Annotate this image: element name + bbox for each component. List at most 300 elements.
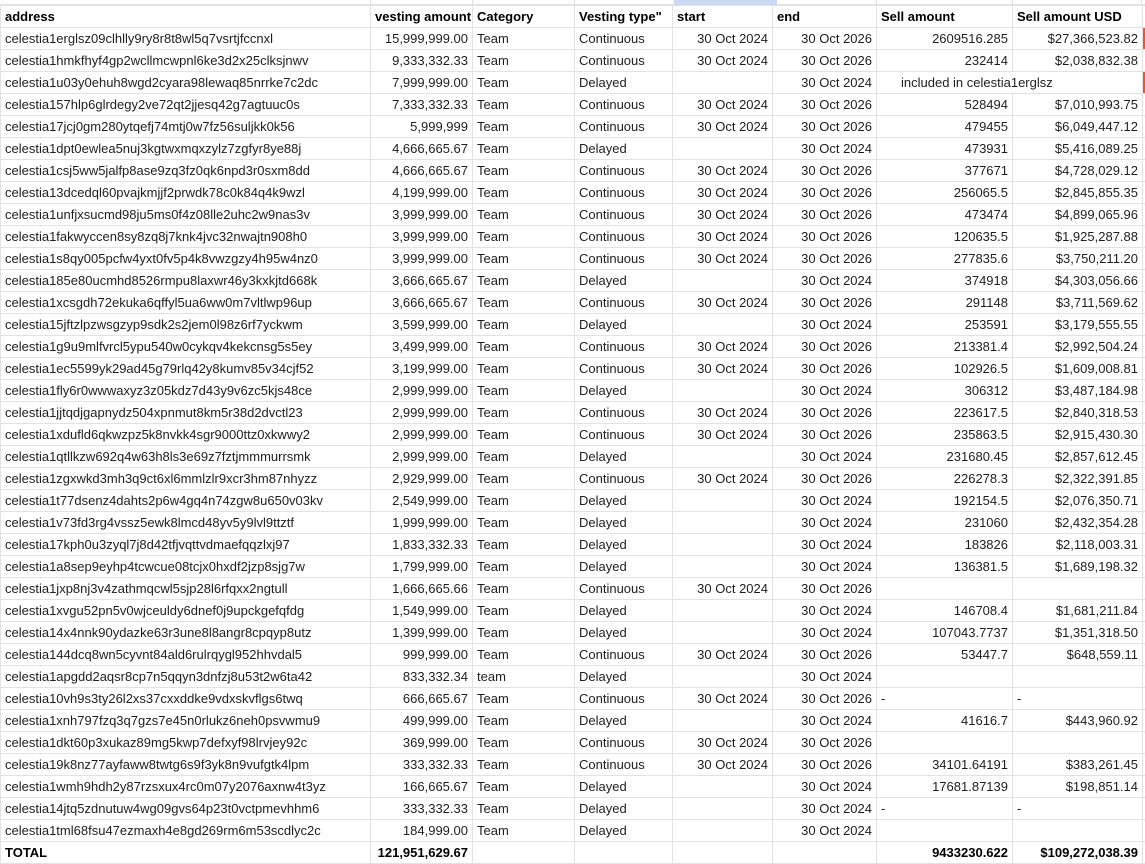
start-cell[interactable] [673, 622, 773, 644]
sell-amount-cell[interactable]: 306312 [877, 380, 1013, 402]
sell-amount-usd-cell[interactable]: $4,899,065.96 [1013, 204, 1143, 226]
end-cell[interactable]: 30 Oct 2026 [773, 336, 877, 358]
category-cell[interactable]: Team [473, 336, 575, 358]
end-cell[interactable]: 30 Oct 2024 [773, 666, 877, 688]
sell-amount-usd-cell[interactable]: $2,845,855.35 [1013, 182, 1143, 204]
end-cell[interactable] [773, 842, 877, 864]
category-cell[interactable]: Team [473, 776, 575, 798]
column-header-sell-amount-usd[interactable]: Sell amount USD [1013, 6, 1143, 28]
vesting-type-cell[interactable]: Delayed [575, 446, 673, 468]
start-cell[interactable]: 30 Oct 2024 [673, 248, 773, 270]
category-cell[interactable]: Team [473, 600, 575, 622]
vesting-amount-cell[interactable]: 2,549,999.00 [371, 490, 473, 512]
vesting-type-cell[interactable]: Delayed [575, 270, 673, 292]
address-cell[interactable]: celestia14jtq5zdnutuw4wg09gvs64p23t0vctpmevhhm6 [1, 798, 371, 820]
vesting-amount-cell[interactable]: 3,999,999.00 [371, 226, 473, 248]
address-cell[interactable]: celestia157hlp6glrdegy2ve72qt2jjesq42g7agtuuc0s [1, 94, 371, 116]
column-header-end[interactable]: end [773, 6, 877, 28]
vesting-amount-cell[interactable]: 5,999,999 [371, 116, 473, 138]
address-cell[interactable]: celestia1wmh9hdh2y87rzsxux4rc0m07y2076axnw4t3yz [1, 776, 371, 798]
vesting-amount-cell[interactable]: 369,999.00 [371, 732, 473, 754]
start-cell[interactable]: 30 Oct 2024 [673, 50, 773, 72]
vesting-type-cell[interactable]: Continuous [575, 424, 673, 446]
sell-amount-usd-cell[interactable] [1013, 578, 1143, 600]
column-header-category[interactable]: Category [473, 6, 575, 28]
address-cell[interactable]: celestia185e80ucmhd8526rmpu8laxwr46y3kxkjtd668k [1, 270, 371, 292]
sell-amount-cell[interactable]: 231680.45 [877, 446, 1013, 468]
address-cell[interactable]: celestia15jftzlpzwsgzyp9sdk2s2jem0l98z6rf7yckwm [1, 314, 371, 336]
category-cell[interactable]: Team [473, 534, 575, 556]
vesting-type-cell[interactable]: Continuous [575, 182, 673, 204]
address-cell[interactable]: celestia1v73fd3rg4vssz5ewk8lmcd48yv5y9lvl9ttztf [1, 512, 371, 534]
address-cell[interactable]: celestia14x4nnk90ydazke63r3une8l8angr8cpqyp8utz [1, 622, 371, 644]
address-cell[interactable]: celestia1erglsz09clhlly9ry8r8t8wl5q7vsrtjfccnxl [1, 28, 371, 50]
end-cell[interactable]: 30 Oct 2026 [773, 50, 877, 72]
sell-amount-cell[interactable]: 34101.64191 [877, 754, 1013, 776]
end-cell[interactable]: 30 Oct 2026 [773, 754, 877, 776]
start-cell[interactable] [673, 556, 773, 578]
vesting-amount-cell[interactable]: 4,666,665.67 [371, 160, 473, 182]
sell-amount-usd-cell[interactable]: $2,857,612.45 [1013, 446, 1143, 468]
sell-amount-cell[interactable] [877, 578, 1013, 600]
category-cell[interactable]: Team [473, 754, 575, 776]
start-cell[interactable]: 30 Oct 2024 [673, 160, 773, 182]
vesting-type-cell[interactable]: Delayed [575, 490, 673, 512]
vesting-type-cell[interactable]: Delayed [575, 138, 673, 160]
vesting-amount-cell[interactable]: 3,666,665.67 [371, 292, 473, 314]
start-cell[interactable]: 30 Oct 2024 [673, 116, 773, 138]
end-cell[interactable]: 30 Oct 2026 [773, 732, 877, 754]
vesting-type-cell[interactable]: Continuous [575, 94, 673, 116]
start-cell[interactable] [673, 798, 773, 820]
column-header-vesting-amount[interactable]: vesting amount [371, 6, 473, 28]
vesting-amount-cell[interactable]: 184,999.00 [371, 820, 473, 842]
vesting-amount-cell[interactable]: 1,399,999.00 [371, 622, 473, 644]
end-cell[interactable]: 30 Oct 2026 [773, 402, 877, 424]
vesting-type-cell[interactable]: Continuous [575, 358, 673, 380]
address-cell[interactable]: celestia19k8nz77ayfaww8twtg6s9f3yk8n9vufgtk4lpm [1, 754, 371, 776]
category-cell[interactable]: Team [473, 50, 575, 72]
sell-amount-cell[interactable]: 107043.7737 [877, 622, 1013, 644]
category-cell[interactable]: Team [473, 226, 575, 248]
vesting-type-cell[interactable]: Delayed [575, 820, 673, 842]
sell-amount-cell[interactable] [877, 732, 1013, 754]
sell-amount-cell[interactable] [877, 666, 1013, 688]
start-cell[interactable]: 30 Oct 2024 [673, 226, 773, 248]
end-cell[interactable]: 30 Oct 2026 [773, 292, 877, 314]
vesting-type-cell[interactable]: Delayed [575, 556, 673, 578]
vesting-amount-cell[interactable]: 9,333,332.33 [371, 50, 473, 72]
sell-amount-usd-cell[interactable]: $2,322,391.85 [1013, 468, 1143, 490]
vesting-amount-cell[interactable]: 3,999,999.00 [371, 248, 473, 270]
vesting-amount-cell[interactable]: 3,999,999.00 [371, 204, 473, 226]
end-cell[interactable]: 30 Oct 2024 [773, 490, 877, 512]
vesting-type-cell[interactable]: Delayed [575, 534, 673, 556]
vesting-amount-cell[interactable]: 1,799,999.00 [371, 556, 473, 578]
sell-amount-usd-cell[interactable]: - [1013, 688, 1143, 710]
sell-amount-cell[interactable]: 146708.4 [877, 600, 1013, 622]
sell-amount-usd-cell[interactable]: $3,711,569.62 [1013, 292, 1143, 314]
sell-amount-usd-cell[interactable]: $2,840,318.53 [1013, 402, 1143, 424]
category-cell[interactable]: Team [473, 314, 575, 336]
address-cell[interactable]: celestia1xcsgdh72ekuka6qffyl5ua6ww0m7vltlwp96up [1, 292, 371, 314]
vesting-type-cell[interactable]: Continuous [575, 50, 673, 72]
start-cell[interactable]: 30 Oct 2024 [673, 732, 773, 754]
end-cell[interactable]: 30 Oct 2026 [773, 204, 877, 226]
category-cell[interactable]: Team [473, 446, 575, 468]
start-cell[interactable]: 30 Oct 2024 [673, 468, 773, 490]
address-cell[interactable]: celestia1g9u9mlfvrcl5ypu540w0cykqv4kekcnsg5s5ey [1, 336, 371, 358]
vesting-type-cell[interactable]: Delayed [575, 710, 673, 732]
start-cell[interactable]: 30 Oct 2024 [673, 424, 773, 446]
sell-amount-cell[interactable]: 291148 [877, 292, 1013, 314]
start-cell[interactable] [673, 270, 773, 292]
start-cell[interactable]: 30 Oct 2024 [673, 292, 773, 314]
category-cell[interactable]: Team [473, 468, 575, 490]
start-cell[interactable]: 30 Oct 2024 [673, 402, 773, 424]
start-cell[interactable] [673, 534, 773, 556]
start-cell[interactable] [673, 710, 773, 732]
end-cell[interactable]: 30 Oct 2024 [773, 512, 877, 534]
vesting-amount-cell[interactable]: 166,665.67 [371, 776, 473, 798]
sell-amount-cell[interactable]: 192154.5 [877, 490, 1013, 512]
vesting-amount-cell[interactable]: 333,332.33 [371, 754, 473, 776]
vesting-amount-cell[interactable]: 2,999,999.00 [371, 380, 473, 402]
vesting-type-cell[interactable]: Delayed [575, 380, 673, 402]
sell-amount-cell[interactable]: 377671 [877, 160, 1013, 182]
vesting-amount-cell[interactable]: 2,999,999.00 [371, 402, 473, 424]
end-cell[interactable]: 30 Oct 2024 [773, 534, 877, 556]
sell-amount-cell[interactable]: 53447.7 [877, 644, 1013, 666]
sell-amount-cell[interactable]: 528494 [877, 94, 1013, 116]
start-cell[interactable] [673, 776, 773, 798]
sell-amount-cell[interactable]: 256065.5 [877, 182, 1013, 204]
vesting-type-cell[interactable]: Delayed [575, 776, 673, 798]
start-cell[interactable]: 30 Oct 2024 [673, 336, 773, 358]
end-cell[interactable]: 30 Oct 2024 [773, 380, 877, 402]
category-cell[interactable]: Team [473, 644, 575, 666]
column-header-address[interactable]: address [1, 6, 371, 28]
end-cell[interactable]: 30 Oct 2026 [773, 468, 877, 490]
address-cell[interactable]: celestia1csj5ww5jalfp8ase9zq3fz0qk6npd3r0sxm8dd [1, 160, 371, 182]
address-cell[interactable]: celestia1unfjxsucmd98ju5ms0f4z08lle2uhc2w9nas3v [1, 204, 371, 226]
vesting-type-cell[interactable]: Continuous [575, 732, 673, 754]
address-cell[interactable]: celestia1fly6r0wwwaxyz3z05kdz7d43y9v6zc5kjs48ce [1, 380, 371, 402]
address-cell[interactable]: celestia1hmkfhyf4gp2wcllmcwpnl6ke3d2x25clksjnwv [1, 50, 371, 72]
sell-amount-cell[interactable]: 226278.3 [877, 468, 1013, 490]
address-cell[interactable]: celestia1zgxwkd3mh3q9ct6xl6mmlzlr9xcr3hm87nhyzz [1, 468, 371, 490]
sell-amount-cell[interactable]: 374918 [877, 270, 1013, 292]
vesting-amount-cell[interactable]: 1,549,999.00 [371, 600, 473, 622]
address-cell[interactable]: celestia1dpt0ewlea5nuj3kgtwxmqxzylz7zgfyr8ye88j [1, 138, 371, 160]
end-cell[interactable]: 30 Oct 2026 [773, 94, 877, 116]
vesting-type-cell[interactable]: Delayed [575, 798, 673, 820]
sell-amount-cell[interactable]: 231060 [877, 512, 1013, 534]
sell-amount-usd-cell[interactable]: $3,750,211.20 [1013, 248, 1143, 270]
sell-amount-usd-cell[interactable]: $3,179,555.55 [1013, 314, 1143, 336]
sell-amount-usd-cell[interactable]: $2,076,350.71 [1013, 490, 1143, 512]
end-cell[interactable]: 30 Oct 2024 [773, 314, 877, 336]
start-cell[interactable] [673, 512, 773, 534]
sell-amount-cell[interactable]: 17681.87139 [877, 776, 1013, 798]
address-cell[interactable]: celestia1xnh797fzq3q7gzs7e45n0rlukz6neh0psvwmu9 [1, 710, 371, 732]
start-cell[interactable]: 30 Oct 2024 [673, 688, 773, 710]
vesting-type-cell[interactable]: Delayed [575, 600, 673, 622]
category-cell[interactable]: Team [473, 578, 575, 600]
sell-amount-usd-cell[interactable]: $4,303,056.66 [1013, 270, 1143, 292]
category-cell[interactable]: Team [473, 380, 575, 402]
vesting-type-cell[interactable]: Delayed [575, 512, 673, 534]
address-cell[interactable]: celestia10vh9s3ty26l2xs37cxxddke9vdxskvflgs6twq [1, 688, 371, 710]
vesting-amount-cell[interactable]: 3,499,999.00 [371, 336, 473, 358]
vesting-amount-cell[interactable]: 15,999,999.00 [371, 28, 473, 50]
start-cell[interactable]: 30 Oct 2024 [673, 754, 773, 776]
sell-amount-usd-cell[interactable]: $5,416,089.25 [1013, 138, 1143, 160]
start-cell[interactable] [673, 600, 773, 622]
sell-amount-usd-cell[interactable]: $2,038,832.38 [1013, 50, 1143, 72]
sell-amount-usd-cell[interactable]: $4,728,029.12 [1013, 160, 1143, 182]
sell-amount-usd-cell[interactable]: $6,049,447.12 [1013, 116, 1143, 138]
address-cell[interactable]: celestia1qtllkzw692q4w63h8ls3e69z7fztjmmmurrsmk [1, 446, 371, 468]
vesting-type-cell[interactable]: Delayed [575, 72, 673, 94]
vesting-type-cell[interactable]: Delayed [575, 622, 673, 644]
sell-amount-cell[interactable]: 479455 [877, 116, 1013, 138]
start-cell[interactable]: 30 Oct 2024 [673, 358, 773, 380]
vesting-amount-cell[interactable]: 4,666,665.67 [371, 138, 473, 160]
end-cell[interactable]: 30 Oct 2024 [773, 820, 877, 842]
address-cell[interactable]: celestia13dcedql60pvajkmjjf2prwdk78c0k84q4k9wzl [1, 182, 371, 204]
end-cell[interactable]: 30 Oct 2026 [773, 644, 877, 666]
vesting-type-cell[interactable]: Delayed [575, 666, 673, 688]
category-cell[interactable]: team [473, 666, 575, 688]
end-cell[interactable]: 30 Oct 2026 [773, 248, 877, 270]
vesting-amount-cell[interactable]: 7,999,999.00 [371, 72, 473, 94]
end-cell[interactable]: 30 Oct 2026 [773, 578, 877, 600]
end-cell[interactable]: 30 Oct 2024 [773, 798, 877, 820]
vesting-type-cell[interactable]: Continuous [575, 292, 673, 314]
sell-amount-cell[interactable]: 41616.7 [877, 710, 1013, 732]
address-cell[interactable]: celestia144dcq8wn5cyvnt84ald6rulrqygl952hhvdal5 [1, 644, 371, 666]
category-cell[interactable]: Team [473, 556, 575, 578]
category-cell[interactable]: Team [473, 182, 575, 204]
category-cell[interactable]: Team [473, 490, 575, 512]
vesting-type-cell[interactable]: Continuous [575, 578, 673, 600]
start-cell[interactable]: 30 Oct 2024 [673, 94, 773, 116]
sell-amount-usd-cell[interactable]: $1,689,198.32 [1013, 556, 1143, 578]
vesting-type-cell[interactable]: Continuous [575, 116, 673, 138]
vesting-type-cell[interactable]: Continuous [575, 248, 673, 270]
column-header-start[interactable]: start [673, 6, 773, 28]
vesting-amount-cell[interactable]: 1,833,332.33 [371, 534, 473, 556]
address-cell[interactable]: celestia1xvgu52pn5v0wjceuldy6dnef0j9upckgefqfdg [1, 600, 371, 622]
vesting-amount-cell[interactable]: 1,666,665.66 [371, 578, 473, 600]
end-cell[interactable]: 30 Oct 2024 [773, 138, 877, 160]
sell-amount-usd-cell[interactable]: $7,010,993.75 [1013, 94, 1143, 116]
category-cell[interactable]: Team [473, 358, 575, 380]
start-cell[interactable] [673, 138, 773, 160]
sell-amount-usd-cell[interactable]: $1,351,318.50 [1013, 622, 1143, 644]
total-vesting-amount[interactable]: 121,951,629.67 [371, 842, 473, 864]
category-cell[interactable]: Team [473, 292, 575, 314]
end-cell[interactable]: 30 Oct 2026 [773, 116, 877, 138]
end-cell[interactable]: 30 Oct 2026 [773, 226, 877, 248]
start-cell[interactable] [673, 666, 773, 688]
vesting-amount-cell[interactable]: 1,999,999.00 [371, 512, 473, 534]
sell-amount-cell[interactable]: 2609516.285 [877, 28, 1013, 50]
address-cell[interactable]: celestia1u03y0ehuh8wgd2cyara98lewaq85nrrke7c2dc [1, 72, 371, 94]
address-cell[interactable]: celestia1xdufld6qkwzpz5k8nvkk4sgr9000ttz0xkwwy2 [1, 424, 371, 446]
total-label[interactable]: TOTAL [1, 842, 371, 864]
address-cell[interactable]: celestia1jxp8nj3v4zathmqcwl5sjp28l6rfqxx2ngtull [1, 578, 371, 600]
category-cell[interactable]: Team [473, 688, 575, 710]
address-cell[interactable]: celestia1apgdd2aqsr8cp7n5qqyn3dnfzj8u53t2w6ta42 [1, 666, 371, 688]
sell-amount-cell[interactable]: 473931 [877, 138, 1013, 160]
start-cell[interactable]: 30 Oct 2024 [673, 28, 773, 50]
sell-amount-usd-cell[interactable]: $198,851.14 [1013, 776, 1143, 798]
sell-amount-usd-cell[interactable]: $1,681,211.84 [1013, 600, 1143, 622]
address-cell[interactable]: celestia1ec5599yk29ad45g79rlq42y8kumv85v34cjf52 [1, 358, 371, 380]
end-cell[interactable]: 30 Oct 2024 [773, 622, 877, 644]
vesting-type-cell[interactable]: Continuous [575, 402, 673, 424]
address-cell[interactable]: celestia17jcj0gm280ytqefj74mtj0w7fz56suljkk0k56 [1, 116, 371, 138]
sell-amount-usd-cell[interactable]: $2,915,430.30 [1013, 424, 1143, 446]
start-cell[interactable] [673, 446, 773, 468]
total-sell-amount-usd[interactable]: $109,272,038.39 [1013, 842, 1143, 864]
category-cell[interactable]: Team [473, 204, 575, 226]
start-cell[interactable] [673, 72, 773, 94]
sell-amount-usd-cell[interactable]: $27,366,523.82 [1013, 28, 1143, 50]
category-cell[interactable]: Team [473, 28, 575, 50]
category-cell[interactable]: Team [473, 160, 575, 182]
vesting-amount-cell[interactable]: 666,665.67 [371, 688, 473, 710]
start-cell[interactable] [673, 842, 773, 864]
sell-amount-cell[interactable]: 223617.5 [877, 402, 1013, 424]
start-cell[interactable]: 30 Oct 2024 [673, 644, 773, 666]
address-cell[interactable]: celestia1a8sep9eyhp4tcwcue08tcjx0hxdf2jzp8sjg7w [1, 556, 371, 578]
sell-amount-cell[interactable] [877, 820, 1013, 842]
address-cell[interactable]: celestia17kph0u3zyql7j8d42tfjvqttvdmaefqqzlxj97 [1, 534, 371, 556]
vesting-amount-cell[interactable]: 833,332.34 [371, 666, 473, 688]
sell-amount-cell[interactable]: 235863.5 [877, 424, 1013, 446]
vesting-type-cell[interactable]: Continuous [575, 204, 673, 226]
end-cell[interactable]: 30 Oct 2026 [773, 28, 877, 50]
end-cell[interactable]: 30 Oct 2024 [773, 72, 877, 94]
sell-amount-cell[interactable]: 232414 [877, 50, 1013, 72]
category-cell[interactable]: Team [473, 270, 575, 292]
sell-amount-cell[interactable]: 102926.5 [877, 358, 1013, 380]
sell-amount-cell[interactable]: 136381.5 [877, 556, 1013, 578]
vesting-amount-cell[interactable]: 7,333,332.33 [371, 94, 473, 116]
start-cell[interactable]: 30 Oct 2024 [673, 182, 773, 204]
vesting-type-cell[interactable]: Continuous [575, 226, 673, 248]
start-cell[interactable] [673, 314, 773, 336]
address-cell[interactable]: celestia1t77dsenz4dahts2p6w4gq4n74zgw8u650v03kv [1, 490, 371, 512]
total-sell-amount[interactable]: 9433230.622 [877, 842, 1013, 864]
end-cell[interactable]: 30 Oct 2024 [773, 270, 877, 292]
sell-amount-usd-cell[interactable] [1013, 732, 1143, 754]
vesting-amount-cell[interactable]: 3,666,665.67 [371, 270, 473, 292]
vesting-amount-cell[interactable]: 2,929,999.00 [371, 468, 473, 490]
start-cell[interactable]: 30 Oct 2024 [673, 578, 773, 600]
category-cell[interactable]: Team [473, 622, 575, 644]
sell-amount-usd-cell[interactable]: $648,559.11 [1013, 644, 1143, 666]
end-cell[interactable]: 30 Oct 2024 [773, 776, 877, 798]
end-cell[interactable]: 30 Oct 2026 [773, 424, 877, 446]
sell-amount-cell[interactable]: 120635.5 [877, 226, 1013, 248]
category-cell[interactable]: Team [473, 798, 575, 820]
address-cell[interactable]: celestia1tml68fsu47ezmaxh4e8gd269rm6m53scdlyc2c [1, 820, 371, 842]
sell-amount-cell[interactable]: 213381.4 [877, 336, 1013, 358]
category-cell[interactable]: Team [473, 138, 575, 160]
end-cell[interactable]: 30 Oct 2024 [773, 556, 877, 578]
column-header-sell-amount[interactable]: Sell amount [877, 6, 1013, 28]
vesting-type-cell[interactable]: Continuous [575, 644, 673, 666]
category-cell[interactable] [473, 842, 575, 864]
vesting-amount-cell[interactable]: 499,999.00 [371, 710, 473, 732]
vesting-type-cell[interactable] [575, 842, 673, 864]
sell-amount-cell[interactable]: - [877, 798, 1013, 820]
sell-amount-usd-cell[interactable] [1013, 820, 1143, 842]
sell-amount-usd-cell[interactable]: $2,432,354.28 [1013, 512, 1143, 534]
category-cell[interactable]: Team [473, 424, 575, 446]
vesting-type-cell[interactable]: Continuous [575, 160, 673, 182]
end-cell[interactable]: 30 Oct 2024 [773, 446, 877, 468]
sell-amount-usd-cell[interactable]: $2,992,504.24 [1013, 336, 1143, 358]
category-cell[interactable]: Team [473, 116, 575, 138]
start-cell[interactable] [673, 490, 773, 512]
end-cell[interactable]: 30 Oct 2024 [773, 710, 877, 732]
address-cell[interactable]: celestia1fakwyccen8sy8zq8j7knk4jvc32nwajtn908h0 [1, 226, 371, 248]
category-cell[interactable]: Team [473, 248, 575, 270]
vesting-type-cell[interactable]: Delayed [575, 314, 673, 336]
sell-amount-cell[interactable]: - [877, 688, 1013, 710]
vesting-amount-cell[interactable]: 3,599,999.00 [371, 314, 473, 336]
vesting-amount-cell[interactable]: 4,199,999.00 [371, 182, 473, 204]
category-cell[interactable]: Team [473, 512, 575, 534]
address-cell[interactable]: celestia1jjtqdjgapnydz504xpnmut8km5r38d2dvctl23 [1, 402, 371, 424]
vesting-amount-cell[interactable]: 2,999,999.00 [371, 424, 473, 446]
sell-amount-cell[interactable]: included in celestia1erglsz [877, 72, 1143, 94]
category-cell[interactable]: Team [473, 72, 575, 94]
category-cell[interactable]: Team [473, 402, 575, 424]
category-cell[interactable]: Team [473, 710, 575, 732]
sell-amount-usd-cell[interactable]: $383,261.45 [1013, 754, 1143, 776]
address-cell[interactable]: celestia1dkt60p3xukaz89mg5kwp7defxyf98lrvjey92c [1, 732, 371, 754]
sell-amount-usd-cell[interactable]: - [1013, 798, 1143, 820]
end-cell[interactable]: 30 Oct 2024 [773, 600, 877, 622]
vesting-type-cell[interactable]: Continuous [575, 688, 673, 710]
column-header-vesting-type[interactable]: Vesting type" [575, 6, 673, 28]
start-cell[interactable]: 30 Oct 2024 [673, 204, 773, 226]
vesting-amount-cell[interactable]: 3,199,999.00 [371, 358, 473, 380]
sell-amount-cell[interactable]: 253591 [877, 314, 1013, 336]
address-cell[interactable]: celestia1s8qy005pcfw4yxt0fv5p4k8vwzgzy4h95w4nz0 [1, 248, 371, 270]
start-cell[interactable] [673, 820, 773, 842]
sell-amount-cell[interactable]: 183826 [877, 534, 1013, 556]
vesting-type-cell[interactable]: Continuous [575, 28, 673, 50]
sell-amount-usd-cell[interactable]: $1,609,008.81 [1013, 358, 1143, 380]
sell-amount-usd-cell[interactable]: $2,118,003.31 [1013, 534, 1143, 556]
end-cell[interactable]: 30 Oct 2026 [773, 160, 877, 182]
sell-amount-usd-cell[interactable]: $3,487,184.98 [1013, 380, 1143, 402]
vesting-type-cell[interactable]: Continuous [575, 468, 673, 490]
category-cell[interactable]: Team [473, 94, 575, 116]
vesting-type-cell[interactable]: Continuous [575, 336, 673, 358]
end-cell[interactable]: 30 Oct 2026 [773, 182, 877, 204]
start-cell[interactable] [673, 380, 773, 402]
sell-amount-usd-cell[interactable]: $1,925,287.88 [1013, 226, 1143, 248]
sell-amount-usd-cell[interactable]: $443,960.92 [1013, 710, 1143, 732]
